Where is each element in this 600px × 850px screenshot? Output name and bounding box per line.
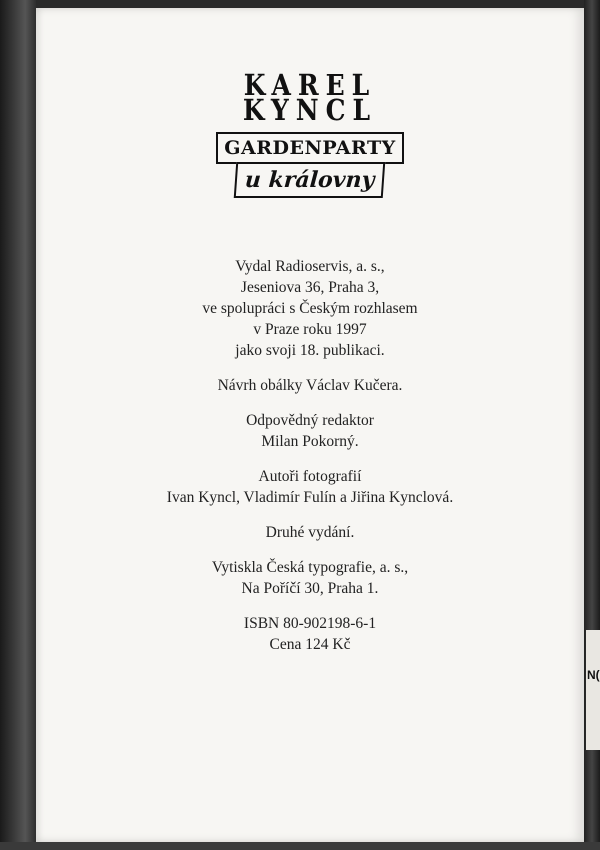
book-bottom-edge [0, 842, 600, 850]
editor-role: Odpovědný redaktor [246, 412, 374, 429]
edition-text: Druhé vydání. [265, 524, 355, 541]
colophon [36, 256, 584, 669]
publisher-line: v Praze roku 1997 [253, 321, 367, 338]
book-binding-left [0, 0, 36, 850]
edition [36, 522, 584, 543]
photographers-names: Ivan Kyncl, Vladimír Fulín a Jiřina Kynclová. [166, 489, 454, 506]
printer-block [36, 557, 584, 599]
publisher-line: Vydal Radioservis, a. s., [235, 258, 385, 275]
isbn-price-block [36, 613, 584, 655]
author-last-name: KYNCL [242, 93, 378, 128]
next-page-fragment: N( [587, 668, 600, 682]
book-page [36, 8, 584, 842]
next-page-edge [586, 630, 600, 750]
printer-line: Na Poříčí 30, Praha 1. [241, 580, 379, 597]
title-line-2: u královny [234, 162, 386, 198]
title-line-1: GARDENPARTY [216, 132, 403, 164]
photographers-block [36, 466, 584, 508]
author-first-name: KAREL [243, 68, 377, 103]
book-title-logo [36, 68, 584, 198]
price: Cena 124 Kč [269, 636, 351, 653]
photographers-role: Autoři fotografií [258, 468, 362, 485]
publisher-line: Jeseniova 36, Praha 3, [240, 279, 380, 296]
printer-line: Vytiskla Česká typografie, a. s., [211, 559, 409, 576]
editor-name: Milan Pokorný. [261, 433, 359, 450]
isbn: ISBN 80-902198-6-1 [243, 615, 377, 632]
editor-block [36, 410, 584, 452]
publisher-line: jako svoji 18. publikaci. [235, 342, 385, 359]
cover-design [36, 375, 584, 396]
publisher-line: ve spolupráci s Českým rozhlasem [202, 300, 418, 317]
cover-design-text: Návrh obálky Václav Kučera. [217, 377, 403, 394]
publisher-block [36, 256, 584, 361]
